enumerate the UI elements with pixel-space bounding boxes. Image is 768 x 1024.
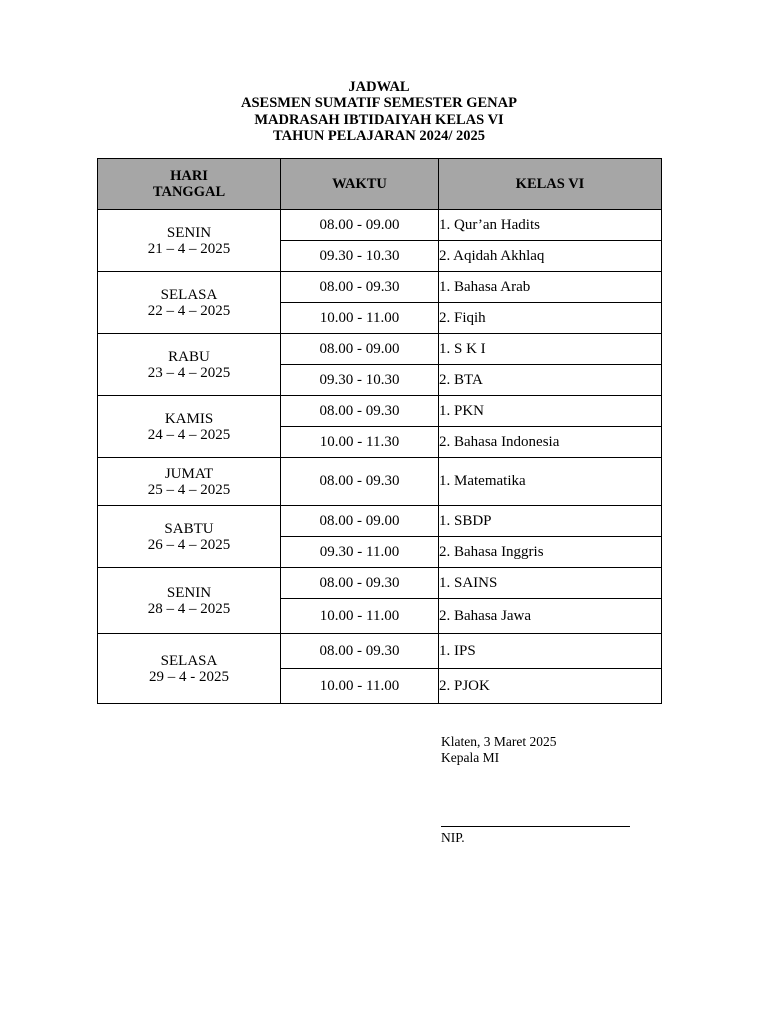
place-date: Klaten, 3 Maret 2025 — [441, 734, 557, 749]
subject-cell: 1. SBDP — [439, 506, 662, 537]
subject-cell: 2. Aqidah Akhlaq — [439, 241, 662, 272]
signatory-position: Kepala MI — [441, 750, 500, 765]
subject-cell: 2. Bahasa Jawa — [439, 599, 662, 634]
time-cell: 08.00 - 09.00 — [281, 334, 439, 365]
header-time: WAKTU — [281, 159, 439, 210]
schedule-table — [97, 158, 662, 704]
subject-cell: 1. IPS — [439, 634, 662, 669]
table-row — [98, 506, 662, 537]
table-row — [98, 458, 662, 506]
subject-cell: 2. Bahasa Inggris — [439, 537, 662, 568]
time-cell: 08.00 - 09.30 — [281, 568, 439, 599]
day-cell: SABTU 26 – 4 – 2025 — [98, 506, 281, 568]
subject-cell: 1. SAINS — [439, 568, 662, 599]
table-row — [98, 210, 662, 241]
subject-cell: 1. Qur’an Hadits — [439, 210, 662, 241]
table-row — [98, 272, 662, 303]
title-line-4: TAHUN PELAJARAN 2024/ 2025 — [273, 127, 485, 144]
subject-cell: 1. PKN — [439, 396, 662, 427]
day-cell: SELASA 22 – 4 – 2025 — [98, 272, 281, 334]
time-cell: 10.00 - 11.00 — [281, 669, 439, 704]
day-cell: RABU 23 – 4 – 2025 — [98, 334, 281, 396]
time-cell: 09.30 - 11.00 — [281, 537, 439, 568]
time-cell: 08.00 - 09.30 — [281, 396, 439, 427]
subject-cell: 2. PJOK — [439, 669, 662, 704]
document-title — [0, 79, 758, 144]
time-cell: 09.30 - 10.30 — [281, 365, 439, 396]
subject-cell: 1. Bahasa Arab — [439, 272, 662, 303]
time-cell: 10.00 - 11.30 — [281, 427, 439, 458]
table-row — [98, 396, 662, 427]
time-cell: 10.00 - 11.00 — [281, 599, 439, 634]
table-row — [98, 334, 662, 365]
time-cell: 08.00 - 09.30 — [281, 272, 439, 303]
signature-line — [441, 826, 630, 827]
title-line-2: ASESMEN SUMATIF SEMESTER GENAP — [241, 95, 517, 112]
day-cell: JUMAT 25 – 4 – 2025 — [98, 458, 281, 506]
signature-block — [441, 734, 556, 766]
subject-cell: 2. Fiqih — [439, 303, 662, 334]
time-cell: 08.00 - 09.30 — [281, 634, 439, 669]
day-cell: SENIN 21 – 4 – 2025 — [98, 210, 281, 272]
time-cell: 08.00 - 09.30 — [281, 458, 439, 506]
day-cell: SELASA 29 – 4 - 2025 — [98, 634, 281, 704]
time-cell: 08.00 - 09.00 — [281, 506, 439, 537]
title-line-3: MADRASAH IBTIDAIYAH KELAS VI — [254, 111, 504, 128]
subject-cell: 1. S K I — [439, 334, 662, 365]
subject-cell: 2. BTA — [439, 365, 662, 396]
subject-cell: 2. Bahasa Indonesia — [439, 427, 662, 458]
nip-label: NIP. — [441, 830, 465, 845]
title-line-1: JADWAL — [348, 79, 410, 95]
time-cell: 08.00 - 09.00 — [281, 210, 439, 241]
table-header-row — [98, 159, 662, 210]
day-cell: KAMIS 24 – 4 – 2025 — [98, 396, 281, 458]
subject-cell: 1. Matematika — [439, 458, 662, 506]
table-row — [98, 634, 662, 669]
day-cell: SENIN 28 – 4 – 2025 — [98, 568, 281, 634]
table-row — [98, 568, 662, 599]
time-cell: 10.00 - 11.00 — [281, 303, 439, 334]
time-cell: 09.30 - 10.30 — [281, 241, 439, 272]
header-class: KELAS VI — [439, 159, 662, 210]
header-day-date: HARI TANGGAL — [98, 159, 281, 210]
